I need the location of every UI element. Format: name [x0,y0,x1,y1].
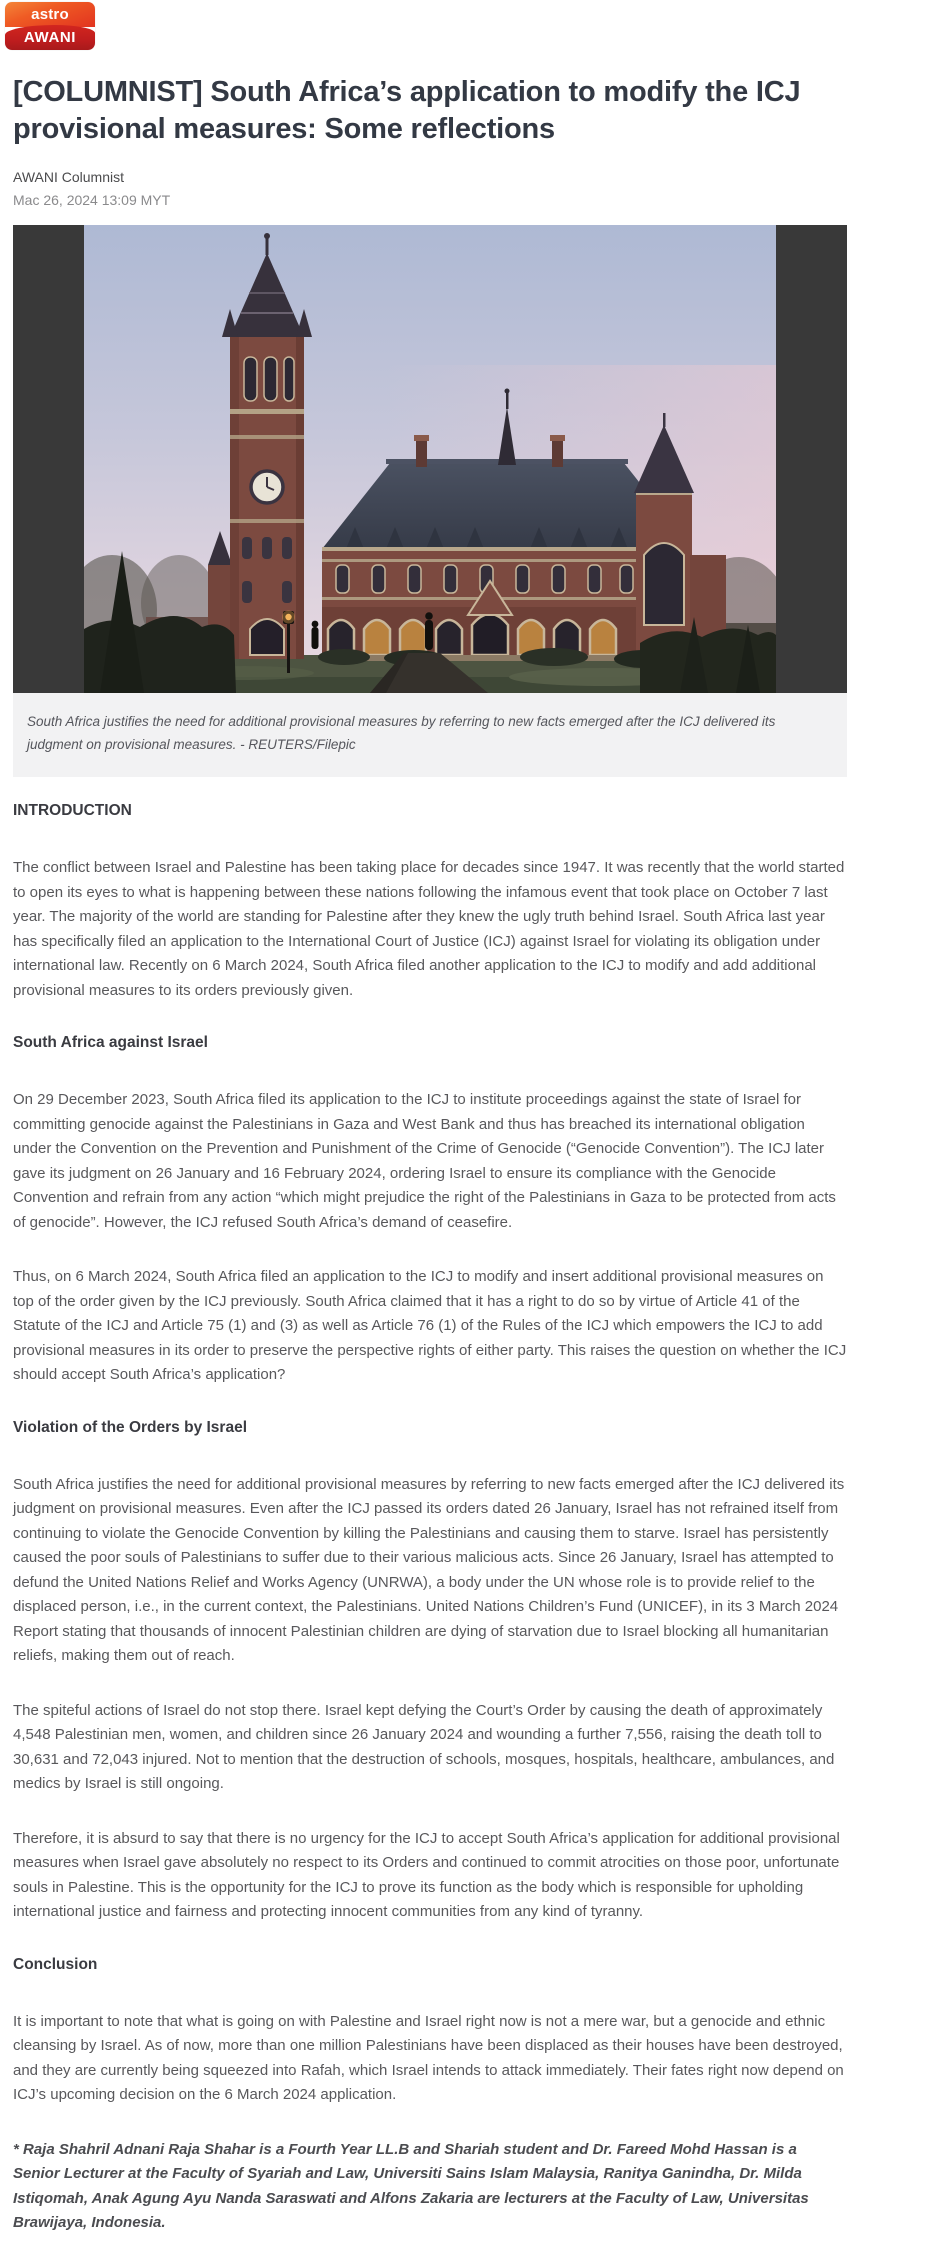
article-paragraph: It is important to note that what is going on with Palestine and Israel right now is not a mere war, but a genocide and ethnic cleansing by Israel. As of now, more than one million Palestinians have been displaced as their houses have been destroyed, and they are currently being squeezed into Rafah, which Israel intends to attack immediately. Their fates right now depend on ICJ’s upcoming decision on the 6 March 2024 application. [13,2012,844,2103]
article-body [13,801,847,2236]
article-main [13,74,847,2236]
hero-image [13,225,847,693]
section-heading: INTRODUCTION [13,802,132,819]
hero-caption: South Africa justifies the need for additional provisional measures by referring to new facts emerged after the ICJ delivered its judgment on provisional measures. - REUTERS/Filepic [13,693,847,777]
hero-figure [13,225,847,777]
section-heading: Conclusion [13,1955,98,1973]
article-paragraph: Therefore, it is absurd to say that there is no urgency for the ICJ to accept South Africa’s application for additional provisional measures when Israel gave absolutely no respect to its Orders and continued to commit atrocities on those poor, unfortunate souls in Palestine. This is the opportunity for the ICJ to prove its function as the body which is responsible for upholding international justice and fairness and protecting innocent communities from any kind of tyranny. [13,1829,840,1920]
site-header [0,2,940,50]
article-paragraph: The conflict between Israel and Palestine has been taking place for decades since 1947. It was recently that the world started to open its eyes to what is happening between these nations following the infamous event that took place on October 7 last year. The majority of the world are standing for Palestine after they knew the ugly truth behind Israel. South Africa last year has specifically filed an application to the International Court of Justice (ICJ) against Israel for violating its obligation under international law. Recently on 6 March 2024, South Africa filed another application to the ICJ to modify and add additional provisional measures to its orders previously given. [13,859,845,999]
article-paragraph: On 29 December 2023, South Africa filed its application to the ICJ to institute proceedings against the state of Israel for committing genocide against the Palestinians in Gaza and West Bank and thus has breached its international obligation under the Convention on the Prevention and Punishment of the Crime of Genocide (“Genocide Convention”). The ICJ later gave its judgment on 26 January and 16 February 2024, ordering Israel to ensure its compliance with the Genocide Convention and refrain from any action “which might prejudice the right of the Palestinians in Gaza to be protected from acts of genocide”. However, the ICJ refused South Africa’s demand of ceasefire. [13,1091,836,1231]
logo-word-astro: astro [5,2,95,27]
article-paragraph: South Africa justifies the need for additional provisional measures by referring to new facts emerged after the ICJ delivered its judgment on provisional measures. Even after the ICJ passed its orders dated 26 January, Israel has not refrained itself from continuing to violate the Genocide Convention by killing the Palestinians and causing them to starve. Israel has persistently caused the poor souls of Palestinians to suffer due to their various malicious acts. Since 26 January, Israel has attempted to defund the United Nations Relief and Works Agency (UNRWA), a body under the UN whose role is to provide relief to the displaced person, i.e., in the current context, the Palestinians. United Nations Children’s Fund (UNICEF), in its 3 March 2024 Report stating that thousands of innocent Palestinian children are dying of starvation due to Israel blocking all humanitarian reliefs, making them out of reach. [13,1475,845,1664]
section-heading: South Africa against Israel [13,1034,208,1051]
article-paragraph: The spiteful actions of Israel do not stop there. Israel kept defying the Court’s Order by causing the death of approximately 4,548 Palestinian men, women, and children since 26 January 2024 and wounding a further 7,556, raising the death toll to 30,631 and 72,043 injured. Not to mention that the destruction of schools, mosques, hospitals, healthcare, ambulances, and medics by Israel is still ongoing. [13,1701,835,1792]
section-heading: Violation of the Orders by Israel [13,1418,247,1436]
article-title: [COLUMNIST] South Africa’s application to modify the ICJ provisional measures: Some reflections [13,76,801,145]
byline [13,168,847,209]
astro-awani-logo[interactable] [5,2,95,50]
article-page [0,2,940,2236]
logo-word-awani: AWANI [5,25,95,50]
article-date: Mac 26, 2024 13:09 MYT [13,192,171,208]
peace-palace-illustration [84,225,776,693]
article-paragraph: Thus, on 6 March 2024, South Africa filed an application to the ICJ to modify and insert additional provisional measures on top of the order given by the ICJ previously. South Africa claimed that it has a right to do so by virtue of Article 41 of the Statute of the ICJ and Article 75 (1) and (3) as well as Article 76 (1) of the Rules of the ICJ which empowers the ICJ to add provisional measures in its order to preserve the perspective rights of either party. This raises the question on whether the ICJ should accept South Africa’s application? [13,1268,847,1383]
article-author: AWANI Columnist [13,169,124,185]
author-footnote: * Raja Shahril Adnani Raja Shahar is a Fourth Year LL.B and Shariah student and Dr. Fareed Mohd Hassan is a Senior Lecturer at the Faculty of Syariah and Law, Universiti Sains Islam Malaysia, Ranitya Ganindha, Dr. Milda Istiqomah, Anak Agung Ayu Nanda Saraswati and Alfons Zakaria are lecturers at the Faculty of Law, Universitas Brawijaya, Indonesia. [13,2140,809,2231]
